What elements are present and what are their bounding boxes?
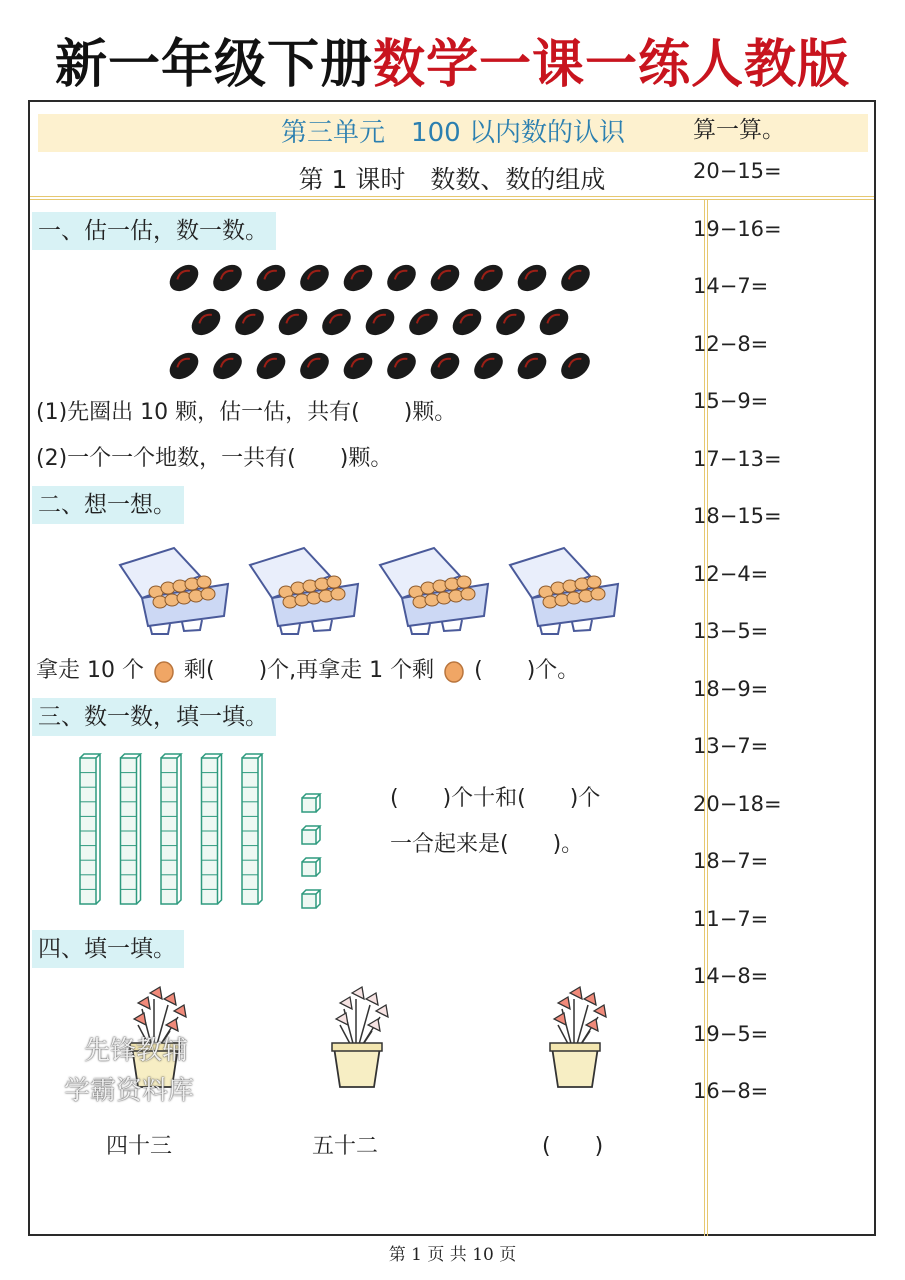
header-divider [30, 196, 874, 200]
beans-illustration [170, 258, 600, 388]
title-subject: 数学一课一练人教版 [373, 34, 851, 95]
page-title [0, 30, 905, 100]
bean-icon [252, 347, 291, 384]
bean-icon [317, 303, 356, 340]
egg-carton-icon [250, 548, 358, 634]
bean-icon [165, 259, 204, 296]
egg-cartons-illustration [112, 540, 632, 640]
bean-icon [426, 259, 465, 296]
calc-item: 18−15= [693, 504, 782, 528]
section4-heading: 四、填一填。 [32, 930, 184, 968]
ten-rod-icon [161, 754, 181, 904]
bean-icon [491, 303, 530, 340]
bean-icon [295, 259, 334, 296]
egg-carton-icon [120, 548, 228, 634]
unit-cube-icon [302, 794, 320, 812]
egg-icon [441, 658, 467, 684]
bean-icon [339, 347, 378, 384]
egg-icon [151, 658, 177, 684]
calc-item: 13−5= [693, 619, 769, 643]
section1-heading: 一、估一估，数一数。 [32, 212, 276, 250]
flower-pot-icon [332, 987, 388, 1087]
section2-q-part1: 拿走 10 个 [36, 658, 144, 683]
section1-question1: (1)先圈出 10 颗，估一估，共有( )颗。 [36, 400, 457, 425]
calc-item: 19−16= [693, 216, 782, 241]
calc-item: 12−4= [693, 561, 769, 586]
calc-title: 算一算。 [693, 117, 785, 143]
section3-line1: ( )个十和( )个 [390, 786, 601, 811]
calc-item: 16−8= [693, 1079, 769, 1103]
bean-icon [295, 347, 334, 384]
ten-rod-icon [80, 754, 100, 904]
bean-icon [556, 347, 595, 384]
bean-icon [230, 303, 269, 340]
bean-icon [208, 259, 247, 296]
flower-label-3: ( ) [542, 1134, 604, 1159]
section2-q-part2: 剩( )个,再拿走 1 个剩 [183, 658, 435, 683]
flower-label-2: 五十二 [312, 1134, 379, 1159]
ten-rod-icon [121, 754, 141, 904]
title-grade: 新一年级下册 [54, 34, 373, 95]
bean-icon [426, 347, 465, 384]
calc-item: 18−9= [693, 676, 769, 701]
section3-heading: 三、数一数，填一填。 [32, 698, 276, 736]
bean-icon [469, 347, 508, 384]
unit-title: 第三单元 100 以内数的认识 [38, 114, 868, 152]
bean-icon [448, 303, 487, 340]
section3-line2: 一合起来是( )。 [390, 832, 584, 857]
bean-icon [469, 259, 508, 296]
calc-item: 13−7= [693, 734, 769, 758]
calc-item: 20−15= [693, 159, 782, 183]
calc-item: 19−5= [693, 1021, 769, 1046]
bean-icon [208, 347, 247, 384]
egg-carton-icon [510, 548, 618, 634]
calc-item: 18−7= [693, 849, 769, 873]
calc-item: 14−8= [693, 964, 769, 988]
ten-rods-and-cubes-illustration [74, 752, 334, 912]
calc-item: 11−7= [693, 906, 769, 931]
calc-item: 15−9= [693, 389, 769, 413]
unit-cube-icon [302, 890, 320, 908]
section2-heading: 二、想一想。 [32, 486, 184, 524]
bean-icon [252, 259, 291, 296]
watermark-line2: 学霸资料库 [64, 1076, 195, 1106]
unit-cube-icon [302, 826, 320, 844]
calc-item: 14−7= [693, 274, 769, 298]
flower-pot-icon [550, 987, 606, 1087]
bean-icon [339, 259, 378, 296]
bean-icon [535, 303, 574, 340]
bean-icon [361, 303, 400, 340]
bean-icon [404, 303, 443, 340]
watermark-line1: 先锋教辅 [84, 1036, 189, 1066]
egg-carton-icon [380, 548, 488, 634]
bean-icon [165, 347, 204, 384]
ten-rod-icon [242, 754, 262, 904]
bean-icon [513, 347, 552, 384]
bean-icon [513, 259, 552, 296]
section2-question [36, 654, 579, 688]
calc-item: 17−13= [693, 446, 782, 471]
bean-icon [274, 303, 313, 340]
flower-label-1: 四十三 [106, 1134, 173, 1159]
bean-icon [556, 259, 595, 296]
bean-icon [187, 303, 226, 340]
calc-item: 12−8= [693, 331, 769, 356]
page-footer: 第 1 页 共 10 页 [388, 1245, 517, 1265]
lesson-title: 第 1 课时 数数、数的组成 [298, 165, 606, 194]
ten-rod-icon [202, 754, 222, 904]
section1-question2: (2)一个一个地数，一共有( )颗。 [36, 446, 393, 471]
section2-q-part3: ( )个。 [474, 658, 580, 683]
calc-item: 20−18= [693, 791, 782, 816]
unit-cube-icon [302, 858, 320, 876]
bean-icon [382, 259, 421, 296]
bean-icon [382, 347, 421, 384]
